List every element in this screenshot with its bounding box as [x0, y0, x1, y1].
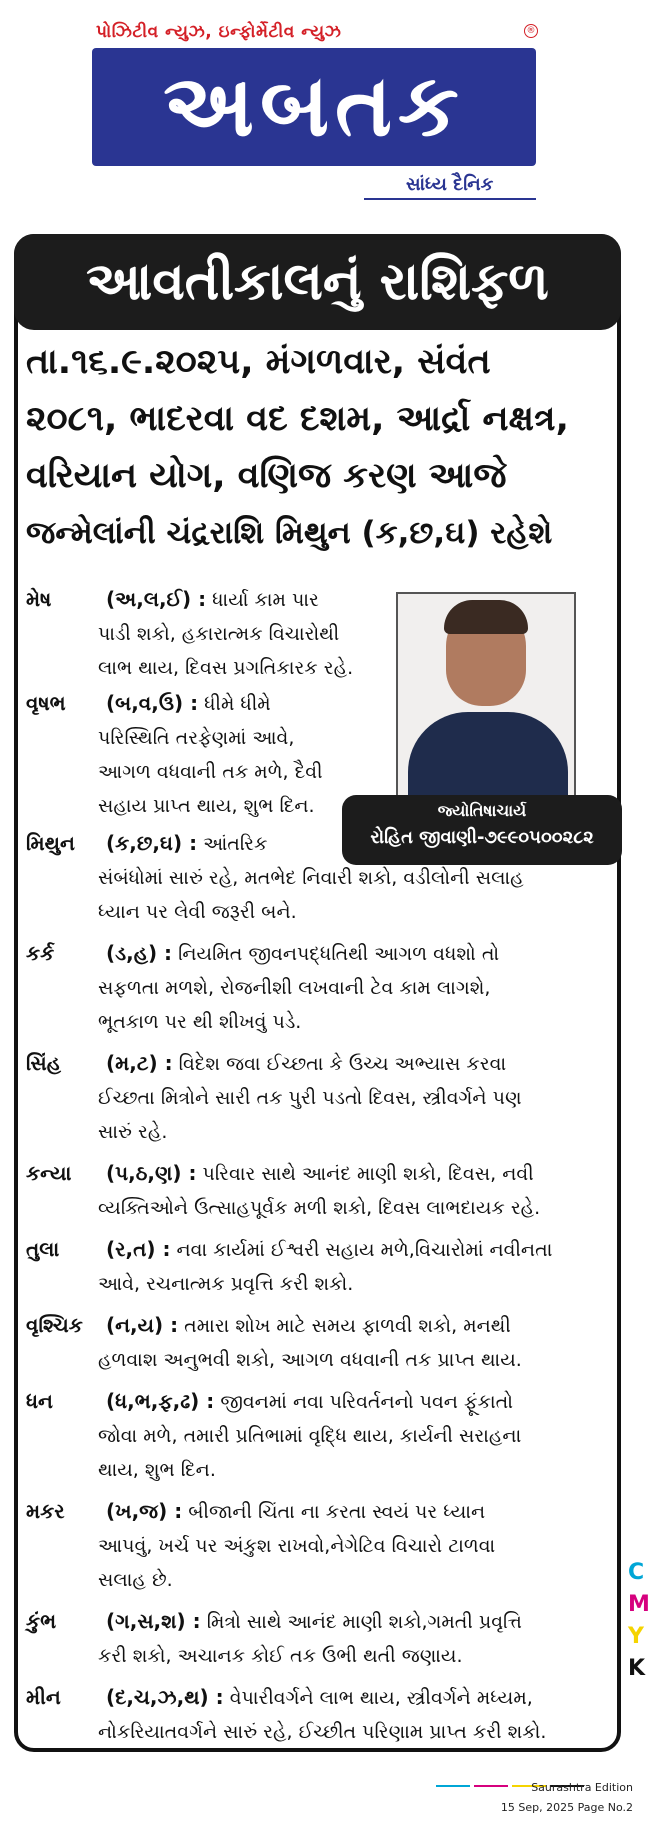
sign-name: કુંભ	[26, 1609, 57, 1633]
horoscope-entry	[26, 1308, 612, 1377]
entry-text-line: ધ્યાન પર લેવી જરૂરી બને.	[98, 901, 297, 923]
entry-text-line: આગળ વધવાની તક મળે, દૈવી	[98, 761, 323, 783]
masthead	[0, 0, 639, 200]
entry-text-line: સફળતા મળશે, રોજનીશી લખવાની ટેવ કામ લાગશે,	[98, 977, 491, 999]
masthead-tagline: પોઝિટીવ ન્યુઝ, ઇન્ફોર્મેટીવ ન્યુઝ	[96, 22, 342, 42]
color-bars	[436, 1772, 626, 1774]
sign-letters: (અ,લ,ઈ) :	[106, 587, 207, 611]
entry-text-line: સંબંધોમાં સારું રહે, મતભેદ નિવારી શકો, વડીલોની સલાહ	[98, 867, 524, 889]
astrologer-photo	[396, 592, 576, 797]
entry-text-line: વિદેશ જવા ઈચ્છતા કે ઉચ્ચ અભ્યાસ કરવા	[178, 1053, 507, 1075]
intro-line: વરિયાન યોગ, વણિજ કરણ આજે	[26, 456, 507, 496]
intro-line: ૨૦૮૧, ભાદરવા વદ દશમ, આર્દ્રા નક્ષત્ર,	[26, 399, 569, 439]
sign-letters: (ન,ય) :	[106, 1313, 179, 1337]
sign-name: મેષ	[26, 587, 52, 611]
entry-text-line: ભૂતકાળ પર થી શીખવું પડે.	[98, 1011, 302, 1033]
entry-text-line: આવે, રચનાત્મક પ્રવૃત્તિ કરી શકો.	[98, 1273, 354, 1295]
entry-text-line: સહાય પ્રાપ્ત થાય, શુભ દિન.	[98, 795, 315, 817]
horoscope-entry	[26, 686, 404, 823]
sign-name: સિંહ	[26, 1051, 61, 1075]
intro-line: જન્મેલાંની ચંદ્રરાશિ મિથુન (ક,છ,ઘ) રહેશે	[26, 515, 553, 551]
sign-letters: (ક,છ,ઘ) :	[106, 831, 198, 855]
horoscope-entry	[26, 936, 612, 1039]
entry-text-line: આંતરિક	[203, 833, 268, 855]
registered-mark: ®	[524, 24, 538, 38]
entry-text-line: સલાહ છે.	[98, 1569, 173, 1591]
sign-letters: (ધ,ભ,ફ,ઢ) :	[106, 1389, 215, 1413]
entry-text-line: ધાર્યા કામ પાર	[212, 589, 319, 611]
photo-body-shape	[408, 712, 568, 802]
entry-first-line	[26, 1232, 612, 1267]
entry-text-line: મિત્રો સાથે આનંદ માણી શકો,ગમતી પ્રવૃત્તિ	[206, 1611, 522, 1633]
entry-text-line: વેપારીવર્ગને લાભ થાય, સ્ત્રીવર્ગને મધ્યમ,	[229, 1687, 533, 1709]
entry-text-line: સારું રહે.	[98, 1121, 168, 1143]
entry-text-line: આપવું, ખર્ચ પર અંકુશ રાખવો,નેગેટિવ વિચારો ટાળવા	[98, 1535, 496, 1557]
article-headline: આવતીકાલનું રાશિફળ	[14, 234, 621, 330]
sign-name: મિથુન	[26, 831, 75, 855]
entry-first-line	[26, 582, 404, 617]
entry-first-line	[26, 1680, 612, 1715]
entry-first-line	[26, 1046, 612, 1081]
entry-text-line: વ્યક્તિઓને ઉત્સાહપૂર્વક મળી શકો, દિવસ લાભદાયક રહે.	[98, 1197, 541, 1219]
entry-first-line	[26, 1494, 612, 1529]
sign-name: મીન	[26, 1685, 61, 1709]
entry-text-line: જીવનમાં નવા પરિવર્તનનો પવન ફૂંકાતો	[220, 1391, 513, 1413]
sign-letters: (ગ,સ,શ) :	[106, 1609, 201, 1633]
color-bar	[474, 1785, 508, 1787]
edge-y: Y	[628, 1624, 644, 1649]
entry-first-line	[26, 1156, 612, 1191]
horoscope-entry	[26, 1494, 612, 1597]
sign-name: વૃષભ	[26, 691, 66, 715]
horoscope-entry	[26, 1046, 612, 1149]
horoscope-entry	[26, 1680, 612, 1749]
entry-first-line	[26, 826, 612, 861]
entry-text-line: ઈચ્છતા મિત્રોને સારી તક પુરી પડતો દિવસ, સ્ત્રીવર્ગને પણ	[98, 1087, 522, 1109]
entry-text-line: જોવા મળે, તમારી પ્રતિભામાં વૃદ્ધિ થાય, કાર્યની સરાહના	[98, 1425, 522, 1447]
horoscope-entry	[26, 826, 612, 929]
color-bar	[436, 1785, 470, 1787]
astrologer-name-phone: રોહિત જીવાણી-૭૯૯૦૫૦૦૨૮૨	[370, 827, 594, 848]
entry-text-line: બીજાની ચિંતા ના કરતા સ્વયં પર ધ્યાન	[188, 1501, 486, 1523]
horoscope-entry	[26, 1384, 612, 1487]
entry-first-line	[26, 1604, 612, 1639]
intro-line: તા.૧૬.૯.૨૦૨૫, મંગળવાર, સંવંત	[26, 342, 491, 382]
entry-first-line	[26, 1308, 612, 1343]
entry-text-line: થાય, શુભ દિન.	[98, 1459, 216, 1481]
entry-text-line: તમારા શોખ માટે સમય ફાળવી શકો, મનથી	[184, 1315, 511, 1337]
sign-name: કન્યા	[26, 1161, 72, 1185]
entry-text-line: પરિસ્થિતિ તરફેણમાં આવે,	[98, 727, 295, 749]
edge-k: K	[628, 1656, 646, 1681]
sign-letters: (દ,ચ,ઝ,થ) :	[106, 1685, 224, 1709]
sign-letters: (ર,ત) :	[106, 1237, 171, 1261]
entry-first-line	[26, 1384, 612, 1419]
entry-text-line: નવા કાર્યમાં ઈશ્વરી સહાય મળે,વિચારોમાં નવીનતા	[176, 1239, 553, 1261]
sign-name: કર્ક	[26, 941, 55, 965]
masthead-subtitle: સાંધ્ય દૈનિક	[406, 174, 494, 195]
entry-text-line: હળવાશ અનુભવી શકો, આગળ વધવાની તક પ્રાપ્ત થાય.	[98, 1349, 522, 1371]
horoscope-entry	[26, 1604, 612, 1673]
astrologer-title: જ્યોતિષાચાર્ય	[437, 801, 527, 820]
subtitle-rule	[364, 198, 536, 200]
entry-text-line: પાડી શકો, હકારાત્મક વિચારોથી	[98, 623, 340, 645]
entry-text-line: લાભ થાય, દિવસ પ્રગતિકારક રહે.	[98, 657, 354, 679]
entry-text-line: નિયમિત જીવનપદ્ધતિથી આગળ વધશો તો	[178, 943, 500, 965]
article-intro	[26, 334, 612, 562]
footer-edition: Saurashtra Edition	[531, 1781, 633, 1794]
entry-first-line	[26, 936, 612, 971]
horoscope-entry	[26, 582, 404, 685]
entry-text-line: કરી શકો, અચાનક કોઈ તક ઉભી થતી જણાય.	[98, 1645, 463, 1667]
horoscope-entry	[26, 1156, 612, 1225]
sign-letters: (ખ,જ) :	[106, 1499, 183, 1523]
entry-text-line: ધીમે ધીમે	[204, 693, 271, 715]
newspaper-logo: અબતક	[92, 48, 536, 166]
sign-letters: (મ,ટ) :	[106, 1051, 173, 1075]
sign-name: વૃશ્ચિક	[26, 1313, 83, 1337]
edge-c: C	[628, 1560, 645, 1585]
sign-letters: (પ,ઠ,ણ) :	[106, 1161, 197, 1185]
sign-name: મકર	[26, 1499, 65, 1523]
entry-first-line	[26, 686, 404, 721]
footer-date-page: 15 Sep, 2025 Page No.2	[500, 1801, 633, 1814]
sign-letters: (બ,વ,ઉ) :	[106, 691, 199, 715]
sign-letters: (ડ,હ) :	[106, 941, 173, 965]
photo-hair-shape	[444, 600, 528, 634]
sign-name: ધન	[26, 1389, 53, 1413]
horoscope-entry	[26, 1232, 612, 1301]
sign-name: તુલા	[26, 1237, 60, 1261]
entry-text-line: નોકરિયાતવર્ગને સારું રહે, ઈચ્છીત પરિણામ પ્રાપ્ત કરી શકો.	[98, 1721, 547, 1743]
edge-m: M	[628, 1592, 650, 1617]
entry-text-line: પરિવાર સાથે આનંદ માણી શકો, દિવસ, નવી	[202, 1163, 534, 1185]
